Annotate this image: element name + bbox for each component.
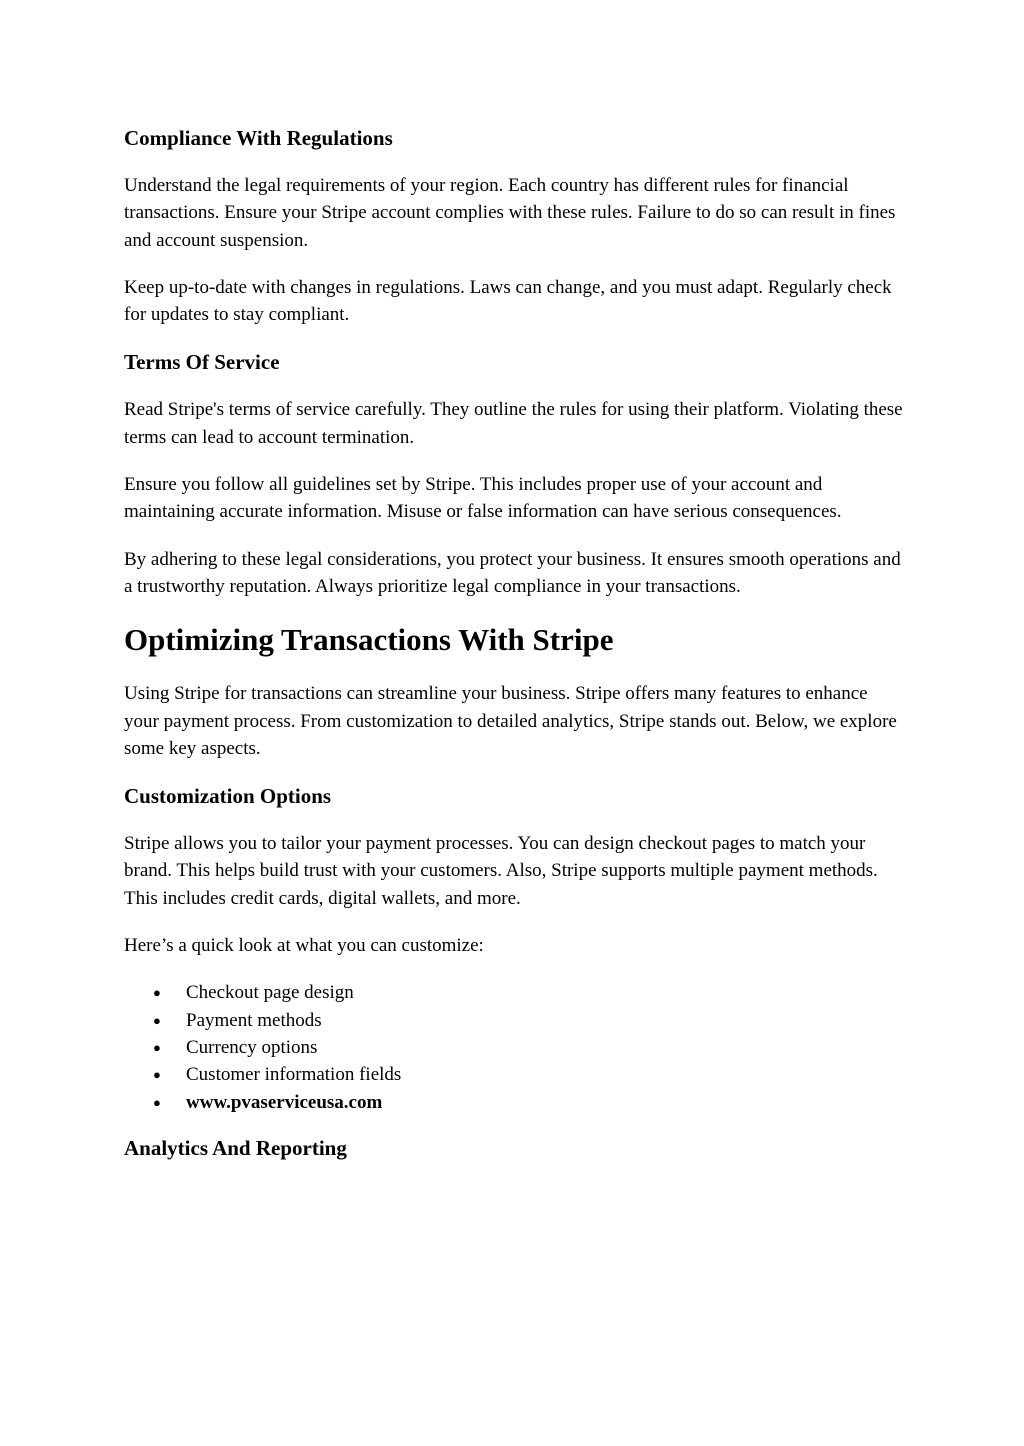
paragraph: By adhering to these legal considerations, you protect your business. It ensures smooth operations and a trustworthy reputation. Always prioritize legal compliance in your transactions. (124, 548, 901, 597)
website-text: www.pvaserviceusa.com (186, 1091, 383, 1113)
paragraph: Keep up-to-date with changes in regulations. Laws can change, and you must adapt. Regularly check for updates to stay compliant. (124, 276, 892, 326)
list-item (124, 1061, 904, 1088)
heading-optimizing-transactions: Optimizing Transactions With Stripe (124, 622, 614, 658)
list-item (124, 979, 904, 1006)
list-item-text: Currency options (186, 1036, 318, 1058)
heading-analytics-reporting: Analytics And Reporting (124, 1135, 347, 1160)
heading-terms-of-service: Terms Of Service (124, 350, 280, 375)
bullet-icon: ● (153, 1094, 161, 1110)
paragraph: Ensure you follow all guidelines set by Stripe. This includes proper use of your account and maintaining accurate information. Misuse or false information can have serious consequences. (124, 474, 842, 523)
paragraph: Read Stripe's terms of service carefully. They outline the rules for using their platform. Violating these terms can lead to account termination. (124, 399, 903, 448)
bullet-icon: ● (153, 1067, 161, 1083)
bullet-icon: ● (153, 1012, 161, 1028)
paragraph: Here’s a quick look at what you can customize: (124, 935, 484, 957)
document-page (124, 124, 904, 1182)
heading-customization-options: Customization Options (124, 784, 332, 809)
bullet-icon: ● (153, 985, 161, 1001)
paragraph: Understand the legal requirements of your region. Each country has different rules for financial transactions. Ensure your Stripe account complies with these rules. Failure to do so can result in fines and account suspension. (124, 175, 896, 251)
paragraph: Stripe allows you to tailor your payment processes. You can design checkout pages to match your brand. This helps build trust with your customers. Also, Stripe supports multiple payment methods. This includes credit cards, digital wallets, and more. (124, 833, 878, 909)
list-item-website (124, 1089, 904, 1116)
bullet-icon: ● (153, 1039, 161, 1055)
list-item (124, 1007, 904, 1034)
list-item-text: Checkout page design (186, 982, 354, 1004)
list-item-text: Customer information fields (186, 1064, 402, 1086)
heading-compliance: Compliance With Regulations (124, 126, 393, 150)
list-item-text: Payment methods (186, 1009, 322, 1031)
customization-list (124, 979, 904, 1115)
paragraph: Using Stripe for transactions can streamline your business. Stripe offers many features to enhance your payment process. From customization to detailed analytics, Stripe stands out. Below, we explore some key aspects. (124, 683, 897, 759)
list-item (124, 1034, 904, 1061)
